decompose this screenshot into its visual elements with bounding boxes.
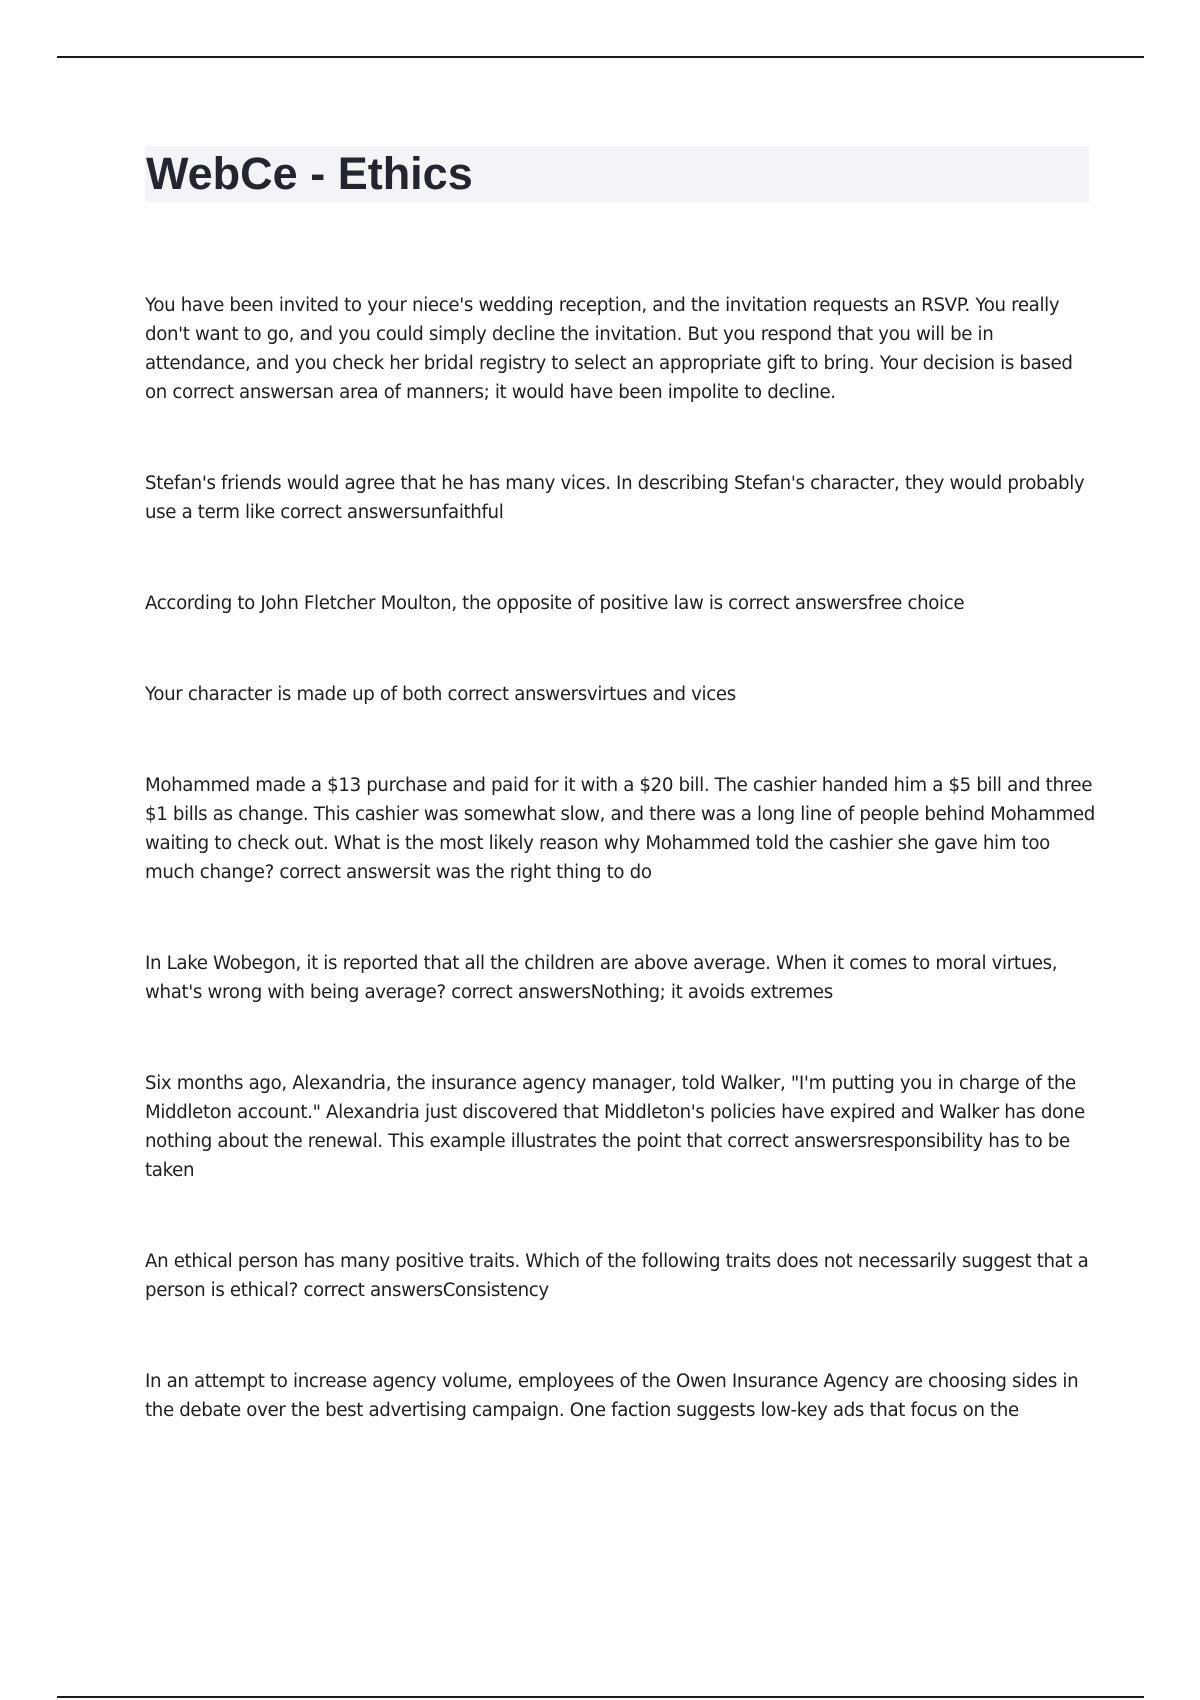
- qa-item-2: Stefan's friends would agree that he has many vices. In describing Stefan's character, they would probably use a term like correct answersunfaithful: [145, 473, 1085, 523]
- footer-rule: [57, 1696, 1144, 1698]
- qa-item-3: According to John Fletcher Moulton, the opposite of positive law is correct answersfree choice: [145, 593, 965, 614]
- qa-item-5: Mohammed made a $13 purchase and paid for it with a $20 bill. The cashier handed him a $5 bill and three $1 bills as change. This cashier was somewhat slow, and there was a long line of people behind Mohammed waiting to check out. What is the most likely reason why Mohammed told the cashier she gave him too much change? correct answersit was the right thing to do: [145, 775, 1095, 883]
- qa-item-1: You have been invited to your niece's wedding reception, and the invitation requests an RSVP. You really don't want to go, and you could simply decline the invitation. But you respond that you will be in attendance, and you check her bridal registry to select an appropriate gift to bring. Your decision is based on correct answersan area of manners; it would have been impolite to decline.: [145, 295, 1073, 403]
- qa-item-7: Six months ago, Alexandria, the insurance agency manager, told Walker, "I'm putting you in charge of the Middleton account." Alexandria just discovered that Middleton's policies have expired and Walker has done nothing about the renewal. This example illustrates the point that correct answersresponsibility has to be taken: [145, 1073, 1085, 1181]
- page-title: WebCe - Ethics: [146, 148, 473, 199]
- qa-item-8: An ethical person has many positive traits. Which of the following traits does not necessarily suggest that a person is ethical? correct answersConsistency: [145, 1251, 1089, 1301]
- title-banner: [145, 146, 1089, 202]
- document-body: [145, 291, 1097, 1487]
- qa-item-9: In an attempt to increase agency volume, employees of the Owen Insurance Agency are choosing sides in the debate over the best advertising campaign. One faction suggests low-key ads that focus on the: [145, 1371, 1079, 1421]
- qa-item-6: In Lake Wobegon, it is reported that all the children are above average. When it comes to moral virtues, what's wrong with being average? correct answersNothing; it avoids extremes: [145, 953, 1058, 1003]
- header-rule: [57, 56, 1144, 58]
- qa-item-4: Your character is made up of both correct answersvirtues and vices: [145, 684, 736, 705]
